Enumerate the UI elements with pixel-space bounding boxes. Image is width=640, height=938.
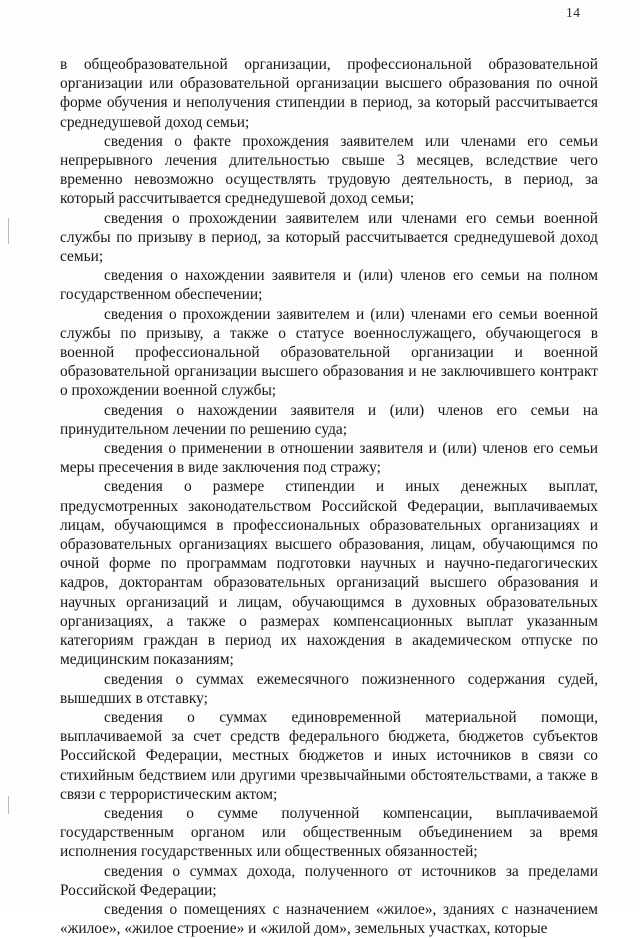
scan-margin-mark (8, 218, 9, 244)
page-number: 14 (566, 5, 581, 20)
paragraph: сведения о сумме полученной компенсации, выплачиваемой государственным органом или общественным объединением за время исполнения государственных или общественных обязанностей; (60, 804, 598, 861)
document-body (60, 55, 598, 938)
paragraph: сведения о прохождении заявителем или членами его семьи военной службы по призыву в период, за который рассчитывается среднедушевой доход семьи; (60, 209, 598, 266)
paragraph: в общеобразовательной организации, профессиональной образовательной организации или образовательной организации высшего образования по очной форме обучения и неполучения стипендии в период, за который рассчитывается среднедушевой доход семьи; (60, 56, 598, 131)
paragraph: сведения о размере стипендии и иных денежных выплат, предусмотренных законодательством Российской Федерации, выплачиваемых лицам, обучающимся в профессиональных образовательных организациях и образовательных организациях высшего образования, лицам, обучающимся по очной форме по программам подготовки научных и научно-педагогических кадров, докторантам образовательных организаций высшего образования и научных организаций и лицам, обучающимся в духовных образовательных организациях, а также о размерах компенсационных выплат указанным категориям граждан в период их нахождения в академическом отпуске по медицинским показаниям; (60, 478, 598, 669)
paragraph: сведения о факте прохождения заявителем или членами его семьи непрерывного лечения длительностью свыше 3 месяцев, вследствие чего временно невозможно осуществлять трудовую деятельность, в период, за который рассчитывается среднедушевой доход семьи; (60, 132, 598, 208)
paragraph: сведения о прохождении заявителем и (или) членами его семьи военной службы по призыву, а также о статусе военнослужащего, обучающегося в военной профессиональной образовательной организации и военной образовательной организации высшего образования и не заключившего контракт о прохождении военной службы; (60, 305, 598, 400)
paragraph: сведения о нахождении заявителя и (или) членов его семьи на полном государственном обеспечении; (60, 267, 598, 304)
paragraph: сведения о суммах дохода, полученного от источников за пределами Российской Федерации; (60, 862, 598, 899)
paragraph: сведения о суммах единовременной материальной помощи, выплачиваемой за счет средств федерального бюджета, бюджетов субъектов Российской Федерации, местных бюджетов и иных источников в связи со стихийным бедствием или другими чрезвычайными обстоятельствами, а также в связи с террористическим актом; (60, 708, 598, 803)
paragraph: сведения о помещениях с назначением «жилое», зданиях с назначением «жилое», «жилое строение» и «жилой дом», земельных участках, которые (60, 900, 598, 938)
paragraph: сведения о применении в отношении заявителя и (или) членов его семьи меры пресечения в виде заключения под стражу; (60, 440, 598, 477)
paragraph: сведения о нахождении заявителя и (или) членов его семьи на принудительном лечении по решению суда; (60, 401, 598, 438)
scan-margin-mark (8, 796, 9, 814)
paragraph: сведения о суммах ежемесячного пожизненного содержания судей, вышедших в отставку; (60, 670, 598, 707)
